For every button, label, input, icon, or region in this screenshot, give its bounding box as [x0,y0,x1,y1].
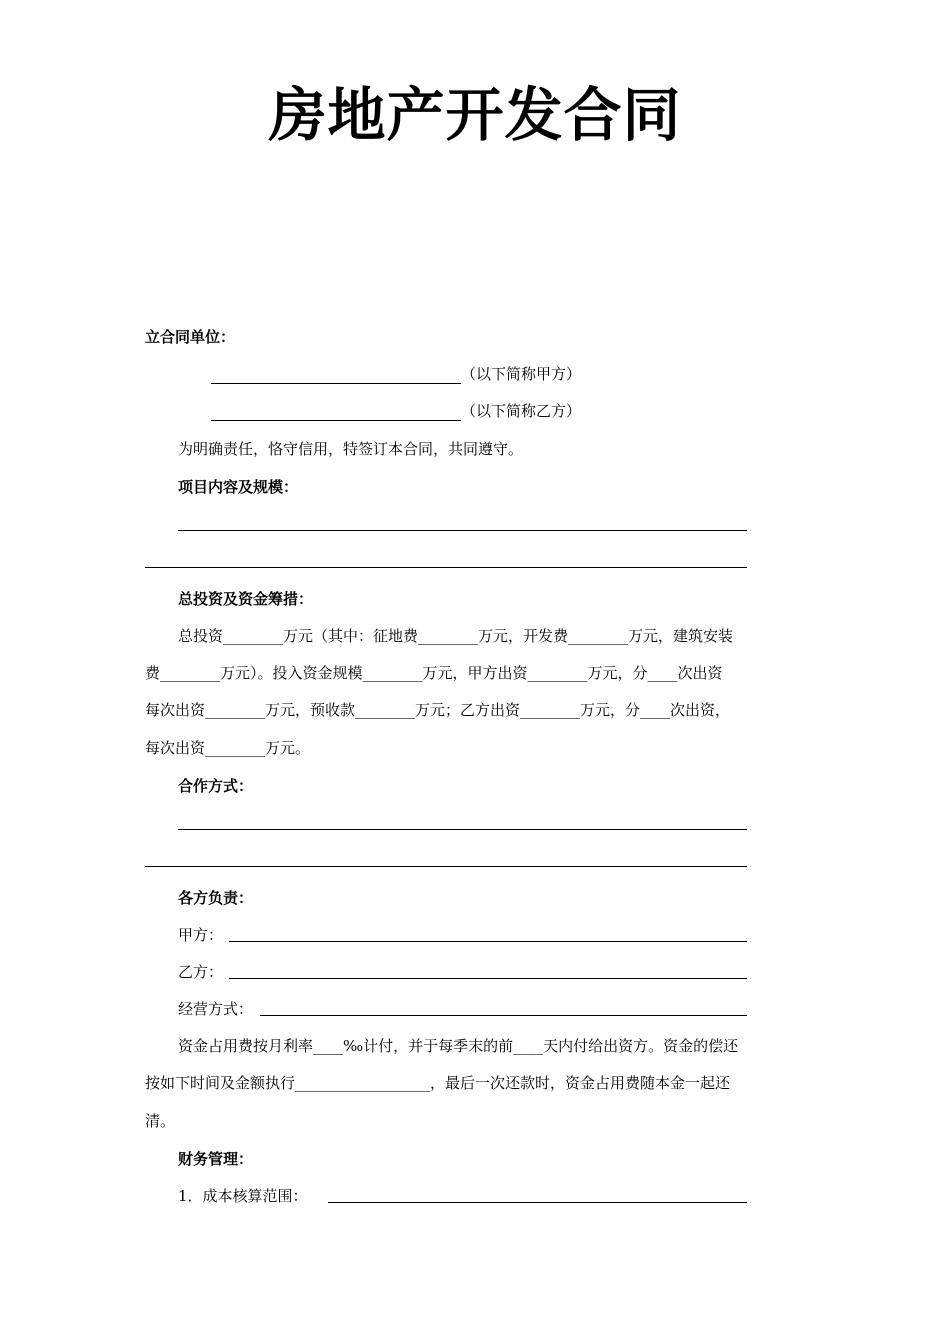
section-project-heading: 项目内容及规模： [178,478,299,496]
investment-text-1: 总投资________万元（其中：征地费________万元，开发费________万元，建筑安装 [178,627,734,645]
document-title: 房地产开发合同 [268,81,682,149]
party-a-responsibility-blank[interactable] [229,941,747,942]
fund-paragraph-line-1: 资金占用费按月利率____‰计付，并于每季末的前____天内付给出资方。资金的偿还 [178,1037,739,1055]
section-cooperation-heading: 合作方式： [178,777,254,795]
investment-paragraph-line-1 [178,626,805,646]
project-blank-line-1[interactable] [178,530,747,531]
intro-text: 为明确责任，恪守信用，特签订本合同，共同遵守。 [178,440,524,458]
investment-paragraph-line-3: 每次出资________万元，预收款________万元；乙方出资________万元，分____次出资， [145,701,731,719]
cooperation-blank-line-2[interactable] [145,866,747,867]
party-b-blank[interactable] [211,404,461,421]
party-b-line [211,401,581,421]
fund-paragraph-line-3: 清。 [145,1112,176,1130]
section-finance-heading: 财务管理： [178,1150,254,1168]
investment-paragraph-line-2: 费________万元）。投入资金规模________万元，甲方出资________万元，分____次出资 [145,664,723,682]
project-blank-line-2[interactable] [145,567,747,568]
operation-label: 经营方式： [178,1000,254,1018]
party-b-suffix: （以下简称乙方） [461,402,582,420]
party-a-suffix: （以下简称甲方） [461,365,582,383]
section-investment-heading: 总投资及资金筹措： [178,590,314,608]
investment-paragraph-line-4: 每次出资________万元。 [145,739,311,757]
cooperation-blank-line-1[interactable] [178,829,747,830]
party-a-responsibility-label: 甲方： [178,926,224,944]
party-b-responsibility-blank[interactable] [229,978,747,979]
fund-paragraph-line-2: 按如下时间及金额执行__________________，最后一次还款时，资金占用费随本金一起还 [145,1074,731,1092]
item-1-label: 1．成本核算范围： [178,1187,308,1205]
item-1-blank[interactable] [328,1202,747,1203]
party-a-blank[interactable] [211,367,461,384]
operation-blank[interactable] [260,1015,747,1016]
party-a-line [211,364,581,384]
party-b-responsibility-label: 乙方： [178,963,224,981]
section-responsibility-heading: 各方负责： [178,889,254,907]
parties-heading: 立合同单位： [145,328,236,346]
